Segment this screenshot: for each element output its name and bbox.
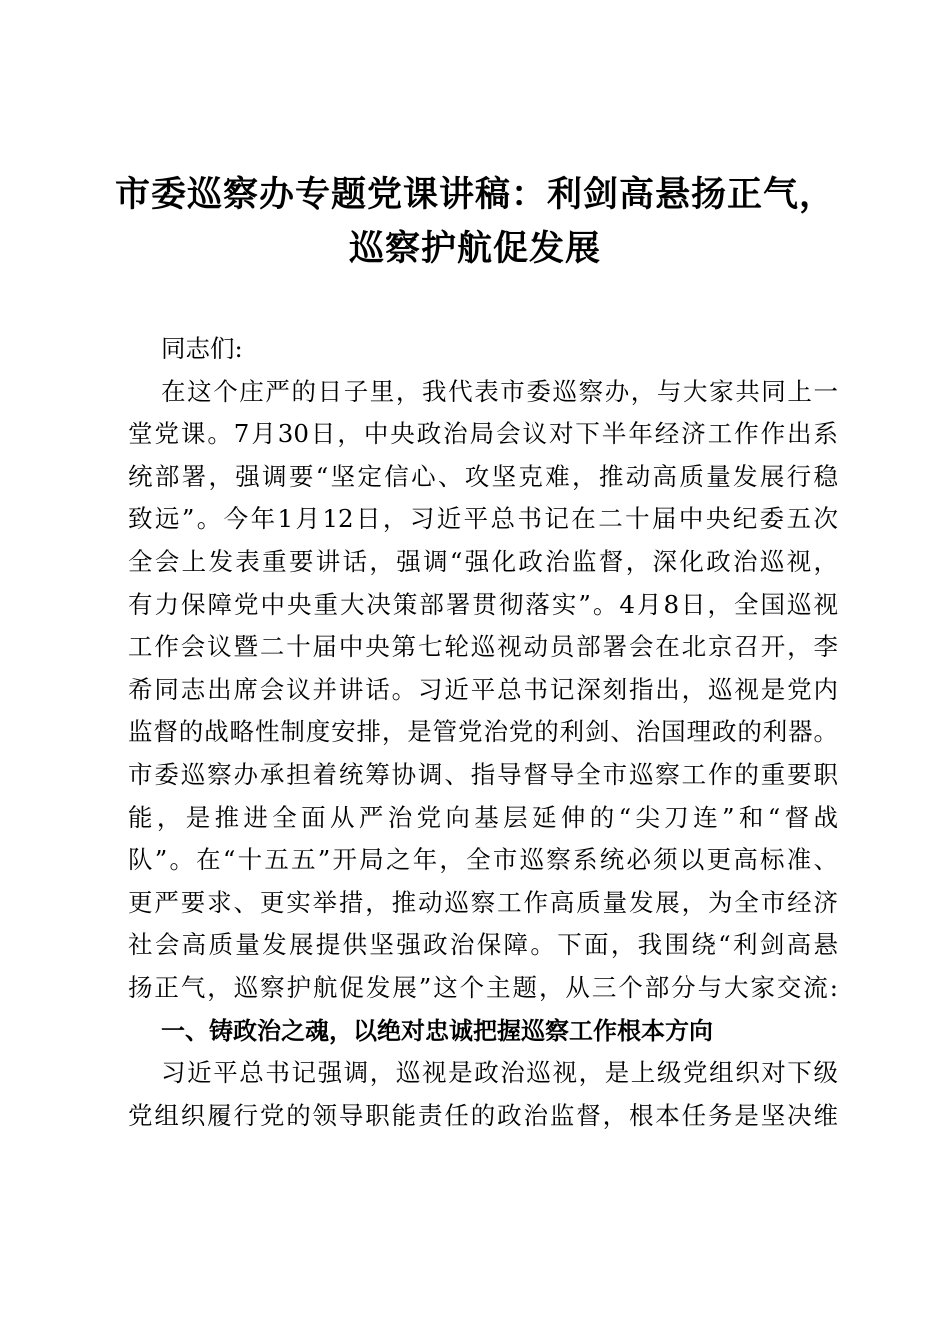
paragraph-line: 在这个庄严的日子里，我代表市委巡察办，与大家共同上一 <box>161 376 838 406</box>
paragraph-line: 习近平总书记强调，巡视是政治巡视，是上级党组织对下级 <box>161 1058 838 1088</box>
paragraph-line: 监督的战略性制度安排，是管党治党的利剑、治国理政的利器。 <box>128 717 838 747</box>
paragraph-line: 更严要求、更实举措，推动巡察工作高质量发展，为全市经济 <box>128 887 838 917</box>
document-title <box>100 168 850 276</box>
paragraph-line: 希同志出席会议并讲话。习近平总书记深刻指出，巡视是党内 <box>128 674 838 704</box>
document-body <box>128 328 838 1137</box>
paragraph-line: 统部署，强调要“坚定信心、攻坚克难，推动高质量发展行稳 <box>128 461 838 491</box>
paragraph-line: 队”。在“十五五”开局之年，全市巡察系统必须以更高标准、 <box>128 845 838 875</box>
salutation: 同志们: <box>161 334 243 363</box>
paragraph-line: 能，是推进全面从严治党向基层延伸的“尖刀连”和“督战 <box>128 802 838 832</box>
paragraph-line: 扬正气，巡察护航促发展”这个主题，从三个部分与大家交流: <box>128 972 838 1002</box>
title-line-2: 巡察护航促发展 <box>348 228 601 269</box>
title-line-1: 市委巡察办专题党课讲稿：利剑高悬扬正气， <box>114 174 835 215</box>
paragraph-line: 堂党课。7月30日，中央政治局会议对下半年经济工作作出系 <box>128 419 838 449</box>
paragraph-line: 党组织履行党的领导职能责任的政治监督，根本任务是坚决维 <box>128 1100 838 1130</box>
paragraph-line: 致远”。今年1月12日，习近平总书记在二十届中央纪委五次 <box>128 504 838 534</box>
paragraph-line: 社会高质量发展提供坚强政治保障。下面，我围绕“利剑高悬 <box>128 930 838 960</box>
paragraph-line: 市委巡察办承担着统筹协调、指导督导全市巡察工作的重要职 <box>128 759 838 789</box>
paragraph-line: 全会上发表重要讲话，强调“强化政治监督，深化政治巡视， <box>128 546 838 576</box>
section-heading-1: 一、铸政治之魂，以绝对忠诚把握巡察工作根本方向 <box>161 1016 713 1045</box>
paragraph-line: 有力保障党中央重大决策部署贯彻落实”。4月8日，全国巡视 <box>128 589 838 619</box>
paragraph-line: 工作会议暨二十届中央第七轮巡视动员部署会在北京召开，李 <box>128 632 838 662</box>
